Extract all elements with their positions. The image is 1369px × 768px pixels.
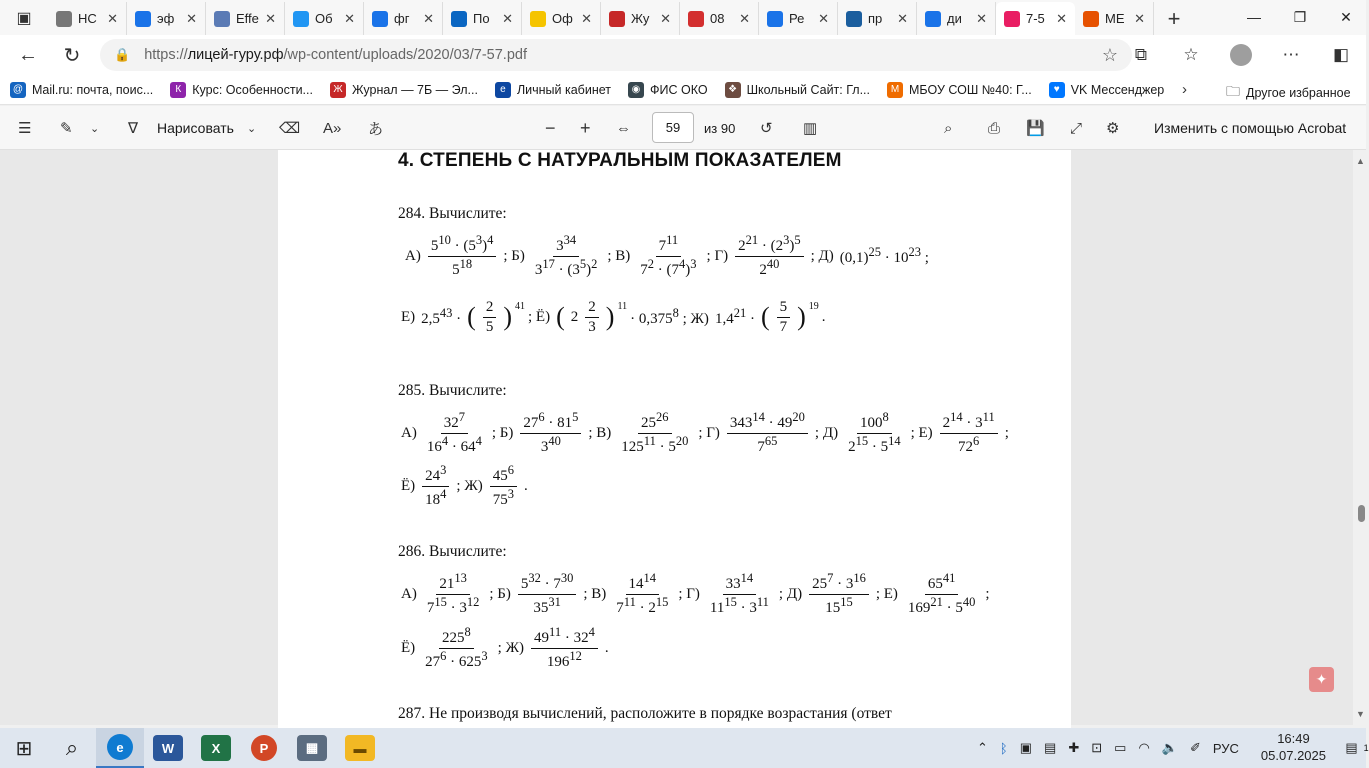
address-toolbar [0, 35, 1366, 75]
tab-title: фг [394, 11, 410, 26]
browser-tab[interactable] [206, 2, 285, 35]
back-button[interactable]: ← [18, 43, 38, 66]
extensions-icon[interactable]: ⧉ [1134, 45, 1148, 64]
fullscreen-icon[interactable]: ⤢ [1070, 119, 1083, 137]
favorite-label: Личный кабинет [516, 82, 611, 97]
tab-title: МЕ [1105, 11, 1125, 26]
tab-favicon-icon [451, 11, 467, 27]
zoom-in-button[interactable]: + [580, 117, 591, 138]
browser-tab[interactable] [48, 2, 127, 35]
language-indicator[interactable]: РУС [1212, 740, 1239, 756]
chevron-up-icon[interactable]: ⌃ [977, 740, 988, 755]
favorite-label: ФИС ОКО [649, 82, 708, 97]
close-tab-icon[interactable]: ✕ [107, 10, 118, 26]
tab-title: 08 [710, 11, 725, 26]
close-tab-icon[interactable]: ✕ [818, 10, 829, 26]
vertical-scrollbar[interactable] [1353, 150, 1369, 725]
volume-icon[interactable]: 🔈 [1161, 740, 1178, 755]
tab-strip [0, 0, 1366, 35]
scroll-down-icon[interactable]: ▼ [1356, 709, 1365, 719]
close-tab-icon[interactable]: ✕ [976, 10, 987, 26]
draw-label[interactable]: Нарисовать [157, 120, 234, 136]
tab-favicon-icon [372, 11, 388, 27]
restore-button[interactable]: ❐ [1293, 8, 1307, 25]
tab-title: По [473, 11, 490, 26]
pdf-viewer[interactable] [0, 150, 1366, 725]
page-number-input[interactable]: 59 [652, 112, 694, 143]
battery-icon[interactable]: ▭ [1114, 740, 1127, 755]
close-tab-icon[interactable]: ✕ [739, 10, 750, 26]
url-path: /wp-content/uploads/2020/03/7-57.pdf [283, 47, 527, 63]
tab-favicon-icon [56, 11, 72, 27]
pen-icon[interactable]: ✐ [1189, 740, 1201, 755]
page-view-icon[interactable]: ▥ [803, 120, 818, 137]
favorite-link[interactable] [10, 82, 153, 98]
zoom-out-button[interactable]: − [545, 117, 556, 138]
tab-favicon-icon [530, 11, 546, 27]
tab-title: Оф [552, 11, 573, 26]
browser-actions [1116, 35, 1366, 75]
taskbar-file-explorer[interactable]: ▬ [336, 728, 384, 768]
problem-285-row-2: Ё) $\frac{24^3}{18^4}$ ; Ж) $\frac{45^6}{75^3}$ . [401, 463, 528, 508]
close-tab-icon[interactable]: ✕ [897, 10, 908, 26]
chevron-down-icon[interactable]: ⌄ [90, 122, 100, 135]
tab-title: Effe [236, 11, 259, 26]
browser-tab[interactable] [364, 2, 443, 35]
problem-285-row-1: А) $\frac{32^7}{16^4 \cdot 64^4}$ ; Б) $\frac{27^6 \cdot 81^5}{3^{40}}$ ; В) $\frac{25^{26}}{125^{11} \cdot 5^{20}}$ ; Г) $\frac{343^{14} \cdot 49^{20}}{7^{65}}$ ; Д) $\frac{100^8}{2^{15} \cdot 5^{14}}$ ; Е) $\frac{2^{14} \cdot 3^{11}}{72^6}$ ; [401, 410, 1009, 455]
close-tab-icon[interactable]: ✕ [344, 10, 355, 26]
browser-tab[interactable] [285, 2, 364, 35]
tab-favicon-icon [609, 11, 625, 27]
close-tab-icon[interactable]: ✕ [660, 10, 671, 26]
tab-favicon-icon [1004, 11, 1020, 27]
favorite-link[interactable] [725, 82, 870, 98]
minimize-button[interactable]: — [1247, 9, 1261, 25]
read-aloud-icon[interactable]: A» [323, 119, 342, 137]
favorite-star-icon[interactable]: ☆ [1101, 44, 1118, 65]
favorite-favicon-icon: ◉ [628, 82, 644, 98]
close-window-button[interactable]: ✕ [1340, 8, 1352, 25]
start-button[interactable]: ⊞ [15, 737, 33, 760]
tab-favicon-icon [214, 11, 230, 27]
close-tab-icon[interactable]: ✕ [502, 10, 513, 26]
problem-284-row-2: Е) $2,5^{43}$ · ( $\frac{2}{5}$ ) $^{41}$ ; Ё) ( 2 $\frac{2}{3}$ ) $^{11}$ · $0,375^8$ ; Ж) $1,4^{21}$ · ( $\frac{5}{7}$ ) $^{19}$ . [401, 299, 826, 335]
search-icon[interactable]: ⌕ [65, 735, 79, 760]
favorite-label: Курс: Особенности... [192, 82, 313, 97]
favorite-favicon-icon: К [170, 82, 186, 98]
defender-icon[interactable]: ✚ [1068, 740, 1080, 755]
app-icon[interactable]: ▤ [1044, 740, 1057, 755]
browser-tab[interactable] [838, 2, 917, 35]
lock-icon: 🔒 [114, 47, 131, 62]
problem-286-title: 286. Вычислите: [398, 543, 507, 560]
section-heading: 4. СТЕПЕНЬ С НАТУРАЛЬНЫМ ПОКАЗАТЕЛЕМ [398, 150, 842, 171]
tab-favicon-icon [688, 11, 704, 27]
new-tab-button[interactable]: + [1167, 5, 1181, 31]
clock[interactable]: 16:49 05.07.2025 [1260, 731, 1326, 763]
sidebar-toggle-icon[interactable]: ◧ [1332, 45, 1350, 64]
folder-icon: 🗀 [1226, 83, 1240, 99]
tab-favicon-icon [767, 11, 783, 27]
usb-icon[interactable]: ⊡ [1091, 740, 1103, 755]
chevron-right-icon[interactable]: › [1182, 81, 1187, 98]
tab-favicon-icon [925, 11, 941, 27]
translate-icon[interactable]: あ [368, 120, 384, 138]
url-scheme: https:// [144, 47, 188, 63]
refresh-button[interactable]: ↻ [63, 44, 81, 67]
favorite-link[interactable] [628, 82, 708, 98]
tab-title: НС [78, 11, 97, 26]
favorite-favicon-icon: ♥ [1049, 82, 1065, 98]
tab-actions-menu-icon[interactable]: ▣ [16, 9, 32, 27]
favorite-favicon-icon: e [495, 82, 511, 98]
url-host: лицей-гуру.рф [187, 47, 284, 63]
favorite-favicon-icon: Ж [330, 82, 346, 98]
pdf-page [278, 150, 1071, 730]
highlight-icon[interactable]: ✎ [60, 120, 73, 137]
fit-page-icon[interactable]: ⇔ [616, 119, 631, 137]
favorite-label: VK Мессенджер [1070, 82, 1165, 97]
tab-title: ди [947, 11, 962, 26]
tab-title: Жу [631, 11, 650, 26]
favorite-link[interactable] [330, 82, 478, 98]
other-favorites-folder[interactable]: 🗀 Другое избранное [1226, 81, 1351, 105]
close-tab-icon[interactable]: ✕ [423, 10, 434, 26]
draw-icon[interactable]: ∇ [128, 120, 139, 137]
browser-tab[interactable] [759, 2, 838, 35]
taskbar-powerpoint[interactable]: P [240, 728, 288, 768]
problem-285-title: 285. Вычислите: [398, 382, 507, 399]
pdf-toolbar [0, 106, 1366, 150]
problem-286-row-1: А) $\frac{21^{13}}{7^{15} \cdot 3^{12}}$ ; Б) $\frac{5^{32} \cdot 7^{30}}{35^{31}}$ ; В) $\frac{14^{14}}{7^{11} \cdot 2^{15}}$ ; Г) $\frac{33^{14}}{11^{15} \cdot 3^{11}}$ ; Д) $\frac{25^7 \cdot 3^{16}}{15^{15}}$ ; Е) $\frac{65^{41}}{169^{21} \cdot 5^{40}}$ ; [401, 571, 990, 616]
tab-favicon-icon [1083, 11, 1099, 27]
browser-tab[interactable] [996, 2, 1075, 35]
favorite-favicon-icon: М [887, 82, 903, 98]
bluetooth-icon[interactable]: ᛒ [999, 740, 1008, 756]
browser-tab[interactable] [1075, 2, 1154, 35]
edit-with-acrobat-button[interactable]: Изменить с помощью Acrobat [1154, 120, 1347, 136]
favorite-link[interactable] [1049, 82, 1165, 98]
favorite-favicon-icon: ❖ [725, 82, 741, 98]
search-icon[interactable]: ⌕ [944, 119, 953, 137]
favorite-link[interactable] [495, 82, 611, 98]
close-tab-icon[interactable]: ✕ [581, 10, 592, 26]
browser-tab[interactable] [127, 2, 206, 35]
browser-tab[interactable] [680, 2, 759, 35]
scroll-up-icon[interactable]: ▲ [1356, 156, 1365, 166]
favorite-link[interactable] [887, 82, 1032, 98]
tab-title: Об [315, 11, 333, 26]
tab-title: Ре [789, 11, 805, 26]
page-count: из 90 [704, 120, 736, 136]
address-field[interactable] [100, 39, 1132, 71]
tab-favicon-icon [846, 11, 862, 27]
taskbar-excel[interactable]: X [192, 728, 240, 768]
profile-avatar[interactable] [1216, 44, 1266, 66]
save-icon[interactable]: 💾 [1026, 120, 1045, 137]
window-controls [1231, 0, 1369, 34]
favorite-label: Школьный Сайт: Гл... [746, 82, 871, 97]
taskbar-calculator[interactable]: ▦ [288, 728, 336, 768]
favorite-label: Mail.ru: почта, поис... [32, 82, 154, 97]
print-icon[interactable]: ⎙ [988, 119, 1001, 137]
rotate-icon[interactable]: ↺ [760, 120, 773, 137]
chevron-down-icon[interactable]: ⌄ [247, 122, 257, 135]
windows-taskbar [0, 728, 1369, 768]
problem-284-title: 284. Вычислите: [398, 205, 507, 222]
display-icon[interactable]: ▣ [1019, 740, 1033, 755]
favorites-bar [0, 75, 1366, 105]
tab-title: 7-5 [1026, 11, 1045, 26]
tab-title: пр [868, 11, 883, 26]
favorites-icon[interactable]: ☆ [1183, 45, 1199, 64]
system-tray [971, 728, 1369, 768]
notification-icon: ▤ [1345, 740, 1358, 755]
settings-icon[interactable]: ⚙ [1106, 120, 1120, 137]
browser-tab[interactable] [522, 2, 601, 35]
tab-favicon-icon [293, 11, 309, 27]
problem-284-row-1: А) $\frac{5^{10} \cdot (5^3)^4}{5^{18}}$ ; Б) $\frac{3^{34}}{3^{17} \cdot (3^5)^2}$ ; В) $\frac{7^{11}}{7^2 \cdot (7^4)^3}$ ; Г) $\frac{2^{21} \cdot (2^3)^5}{2^{40}}$ ; Д) $(0,1)^{25} \cdot 10^{23}$ ; [405, 233, 929, 278]
wifi-icon[interactable]: ◠ [1138, 740, 1150, 755]
more-options-icon[interactable]: ⋯ [1282, 45, 1300, 64]
browser-tab[interactable] [601, 2, 680, 35]
problem-286-row-2: Ё) $\frac{225^8}{27^6 \cdot 625^3}$ ; Ж) $\frac{49^{11} \cdot 32^4}{196^{12}}$ . [401, 625, 609, 670]
tab-favicon-icon [135, 11, 151, 27]
browser-tab[interactable] [443, 2, 522, 35]
favorite-favicon-icon: @ [10, 82, 26, 98]
notification-center[interactable]: ▤ 1 [1345, 740, 1369, 755]
favorite-label: МБОУ СОШ №40: Г... [909, 82, 1032, 97]
browser-tab[interactable] [917, 2, 996, 35]
close-tab-icon[interactable]: ✕ [186, 10, 197, 26]
favorite-link[interactable] [170, 82, 313, 98]
close-tab-icon[interactable]: ✕ [1134, 10, 1145, 26]
close-tab-icon[interactable]: ✕ [265, 10, 276, 26]
contents-icon[interactable]: ☰ [18, 120, 32, 137]
taskbar-edge[interactable]: e [96, 728, 144, 768]
problem-287-title: 287. Не производя вычислений, расположите в порядке возрастания (ответ [398, 705, 892, 722]
close-tab-icon[interactable]: ✕ [1056, 10, 1067, 26]
scrollbar-thumb[interactable] [1358, 505, 1365, 522]
eraser-icon[interactable]: ⌫ [279, 120, 301, 137]
favorite-label: Журнал — 7Б — Эл... [351, 82, 478, 97]
tab-title: эф [157, 11, 175, 26]
taskbar-word[interactable]: W [144, 728, 192, 768]
acrobat-icon[interactable]: ✦ [1309, 667, 1334, 692]
